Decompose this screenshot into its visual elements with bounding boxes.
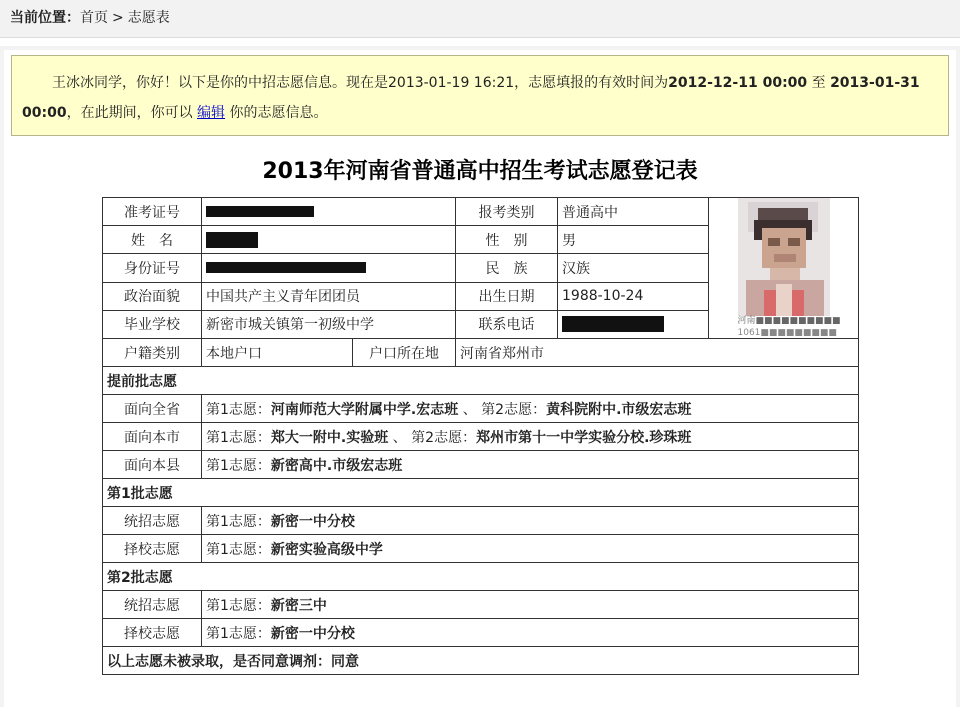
adjust-statement: 以上志愿未被录取，是否同意调剂：同意 bbox=[103, 647, 859, 675]
value-political: 中国共产主义青年团团员 bbox=[202, 282, 456, 310]
value-hukou-type: 本地户口 bbox=[202, 339, 353, 367]
choice-1-school: 郑大一附中.实验班 bbox=[270, 429, 389, 446]
value-exam-type: 普通高中 bbox=[558, 198, 709, 226]
student-photo bbox=[737, 198, 841, 338]
label-birth: 出生日期 bbox=[456, 282, 558, 310]
choice-label: 面向本市 bbox=[103, 423, 202, 451]
choice-1-prefix: 第1志愿： bbox=[206, 429, 271, 446]
choice-row bbox=[103, 535, 859, 563]
choice-label: 统招志愿 bbox=[103, 507, 202, 535]
choice-value bbox=[202, 451, 859, 479]
label-name: 姓 名 bbox=[103, 226, 202, 254]
notice-to: 至 bbox=[807, 75, 831, 91]
choice-row bbox=[103, 451, 859, 479]
breadcrumb-label: 当前位置： bbox=[10, 10, 80, 26]
choice-2-school: 郑州市第十一中学实验分校.珍珠班 bbox=[476, 429, 692, 446]
breadcrumb-separator: > bbox=[112, 10, 124, 26]
breadcrumb-current: 志愿表 bbox=[127, 10, 170, 26]
choice-2-prefix: 第2志愿： bbox=[411, 429, 477, 446]
redacted-phone bbox=[562, 316, 664, 332]
section-title-batch-2: 第2批志愿 bbox=[103, 563, 859, 591]
label-gender: 性 别 bbox=[456, 226, 558, 254]
choice-1-school: 新密一中分校 bbox=[270, 513, 355, 530]
choice-value bbox=[202, 507, 859, 535]
label-ethnicity: 民 族 bbox=[456, 254, 558, 282]
notice-mid: ，在此期间，你可以 bbox=[66, 105, 198, 121]
row-exam-no bbox=[103, 198, 859, 226]
choice-1-prefix: 第1志愿： bbox=[206, 625, 271, 642]
value-school: 新密市城关镇第一初级中学 bbox=[202, 310, 456, 338]
choice-1-school: 新密实验高级中学 bbox=[270, 541, 383, 558]
pixelated-photo-image bbox=[738, 198, 830, 316]
label-school: 毕业学校 bbox=[103, 310, 202, 338]
notice-end-time: 2013-01-31 00:00 bbox=[22, 75, 920, 121]
notice-box bbox=[11, 55, 949, 136]
label-hukou-type: 户籍类别 bbox=[103, 339, 202, 367]
photo-caption: 河南■■■■■■■■■■ bbox=[737, 316, 841, 326]
choice-joiner: 、 bbox=[458, 401, 482, 418]
notice-tail: 你的志愿信息。 bbox=[225, 105, 328, 121]
value-id-no bbox=[202, 254, 456, 282]
notice-greeting: 王冰冰同学，你好！以下是你的中招志愿信息。现在是2013-01-19 16:21，志愿填报的有效时间为 bbox=[52, 75, 669, 91]
section-title-early: 提前批志愿 bbox=[103, 367, 859, 395]
choice-label: 择校志愿 bbox=[103, 619, 202, 647]
label-exam-type: 报考类别 bbox=[456, 198, 558, 226]
choice-2-school: 黄科院附中.市级宏志班 bbox=[546, 401, 692, 418]
choice-value bbox=[202, 423, 859, 451]
choice-1-school: 新密高中.市级宏志班 bbox=[270, 457, 403, 474]
value-hukou-place: 河南省郑州市 bbox=[456, 339, 859, 367]
redacted-id-no bbox=[206, 262, 366, 273]
breadcrumb bbox=[0, 0, 960, 38]
choice-row bbox=[103, 423, 859, 451]
choice-1-prefix: 第1志愿： bbox=[206, 597, 271, 614]
form-title: 2013年河南省普通高中招生考试志愿登记表 bbox=[262, 159, 698, 184]
registration-table bbox=[102, 197, 859, 675]
photo-caption-2: 1061■■■■■■■■■ bbox=[737, 328, 837, 338]
label-phone: 联系电话 bbox=[456, 310, 558, 338]
section-early-batch bbox=[103, 367, 859, 395]
value-exam-no bbox=[202, 198, 456, 226]
choice-value bbox=[202, 619, 859, 647]
choice-2-prefix: 第2志愿： bbox=[481, 401, 547, 418]
choice-1-prefix: 第1志愿： bbox=[206, 541, 271, 558]
choice-label: 统招志愿 bbox=[103, 591, 202, 619]
value-name bbox=[202, 226, 456, 254]
choice-row bbox=[103, 507, 859, 535]
notice-start-time: 2012-12-11 00:00 bbox=[668, 75, 808, 91]
value-gender: 男 bbox=[558, 226, 709, 254]
choice-value bbox=[202, 535, 859, 563]
choice-value bbox=[202, 395, 859, 423]
row-adjust bbox=[103, 647, 859, 675]
edit-link[interactable]: 编辑 bbox=[197, 105, 226, 121]
photo-cell bbox=[709, 198, 859, 339]
redacted-exam-no bbox=[206, 206, 314, 217]
redacted-name bbox=[206, 232, 258, 248]
choice-1-prefix: 第1志愿： bbox=[206, 513, 271, 530]
section-batch-1 bbox=[103, 479, 859, 507]
value-ethnicity: 汉族 bbox=[558, 254, 709, 282]
choice-1-school: 河南师范大学附属中学.宏志班 bbox=[270, 401, 459, 418]
section-title-batch-1: 第1批志愿 bbox=[103, 479, 859, 507]
choice-joiner: 、 bbox=[388, 429, 412, 446]
choice-value bbox=[202, 591, 859, 619]
choice-label: 择校志愿 bbox=[103, 535, 202, 563]
choice-1-prefix: 第1志愿： bbox=[206, 457, 271, 474]
row-hukou bbox=[103, 339, 859, 367]
label-hukou-place: 户口所在地 bbox=[353, 339, 456, 367]
label-id-no: 身份证号 bbox=[103, 254, 202, 282]
label-political: 政治面貌 bbox=[103, 282, 202, 310]
section-batch-2 bbox=[103, 563, 859, 591]
choice-1-school: 新密三中 bbox=[270, 597, 327, 614]
value-phone bbox=[558, 310, 709, 338]
breadcrumb-home-link[interactable]: 首页 bbox=[80, 10, 108, 26]
choice-1-school: 新密一中分校 bbox=[270, 625, 355, 642]
choice-label: 面向本县 bbox=[103, 451, 202, 479]
choice-row bbox=[103, 619, 859, 647]
choice-label: 面向全省 bbox=[103, 395, 202, 423]
value-birth: 1988-10-24 bbox=[558, 282, 709, 310]
choice-row bbox=[103, 395, 859, 423]
choice-1-prefix: 第1志愿： bbox=[206, 401, 271, 418]
choice-row bbox=[103, 591, 859, 619]
label-exam-no: 准考证号 bbox=[103, 198, 202, 226]
